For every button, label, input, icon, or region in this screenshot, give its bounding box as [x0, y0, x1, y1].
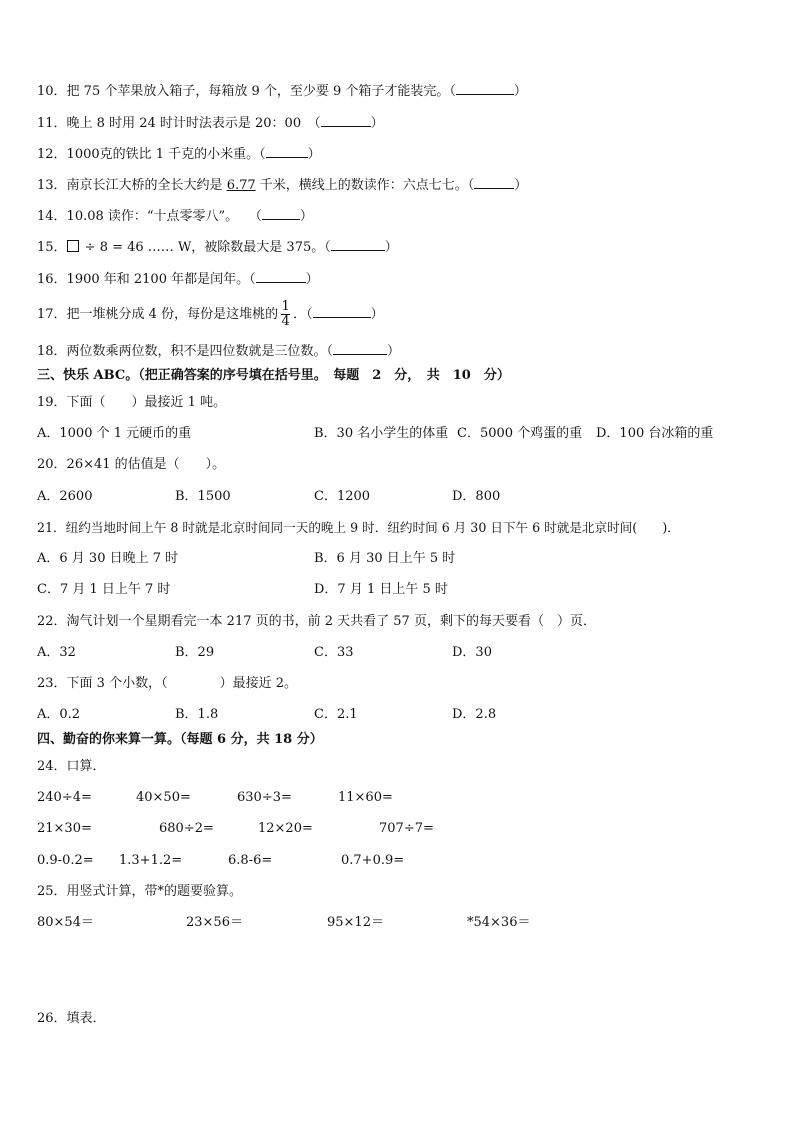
- question-13-text-tail: 千米，横线上的数读作：六点七七。（: [255, 178, 475, 193]
- answer-blank[interactable]: [313, 305, 371, 318]
- option-d[interactable]: D．2.8: [452, 707, 497, 722]
- question-11: [37, 114, 384, 133]
- question-12-text: 12．1000克的铁比 1 千克的小米重。（: [37, 147, 266, 162]
- option-d[interactable]: D．7 月 1 日上午 5 时: [314, 582, 448, 597]
- close-paren: ）: [514, 178, 528, 193]
- fraction-denominator: 4: [281, 314, 290, 329]
- option-d[interactable]: D．100 台冰箱的重: [596, 426, 714, 441]
- section-3-heading: 三、快乐 ABC。（把正确答案的序号填在括号里。 每题 2 分， 共 10 分）: [37, 368, 510, 383]
- answer-blank[interactable]: [262, 207, 300, 220]
- close-paren: ）: [370, 307, 384, 322]
- answer-blank[interactable]: [256, 270, 306, 283]
- underlined-number: 6.77: [226, 178, 256, 193]
- question-19-stem: 19．下面（ ）最接近 1 吨。: [37, 395, 227, 410]
- question-16-text: 16．1900 年和 2100 年都是闰年。（: [37, 272, 256, 287]
- close-paren: ）: [387, 344, 401, 359]
- calc-item: 0.9-0.2=: [37, 853, 94, 868]
- calc-item: 680÷2=: [159, 821, 214, 836]
- option-a[interactable]: A．0.2: [37, 707, 81, 722]
- question-14-text: 14．10.08 读作：“十点零零八”。 （: [37, 209, 262, 224]
- option-a[interactable]: A．6 月 30 日晚上 7 时: [37, 551, 179, 566]
- calc-item: 1.3+1.2=: [119, 853, 183, 868]
- calc-item: 11×60=: [338, 790, 393, 805]
- answer-blank[interactable]: [333, 342, 387, 355]
- calc-item: 12×20=: [258, 821, 313, 836]
- question-22-stem: 22．淘气计划一个星期看完一本 217 页的书，前 2 天共看了 57 页，剩下的每天要看（ ）页．: [37, 614, 596, 629]
- answer-blank[interactable]: [474, 176, 514, 189]
- square-box-icon: [67, 240, 79, 252]
- option-b[interactable]: B．6 月 30 日上午 5 时: [314, 551, 456, 566]
- question-12: [37, 145, 321, 164]
- question-11-text: 11．晚上 8 时用 24 时计时法表示是 20：00 （: [37, 116, 321, 131]
- section-4-heading: 四、勤奋的你来算一算。（每题 6 分，共 18 分）: [37, 732, 323, 747]
- option-a[interactable]: A．2600: [37, 489, 93, 504]
- vertical-calc-item: *54×36＝: [467, 915, 531, 930]
- question-13-text: 13．南京长江大桥的全长大约是: [37, 178, 227, 193]
- question-15: [37, 238, 398, 257]
- question-16: [37, 270, 319, 289]
- option-a[interactable]: A．32: [37, 645, 76, 660]
- close-paren: ）: [513, 84, 527, 99]
- option-c[interactable]: C．1200: [314, 489, 371, 504]
- option-d[interactable]: D．800: [452, 489, 501, 504]
- question-23-stem: 23．下面 3 个小数，（ ）最接近 2。: [37, 676, 297, 691]
- answer-blank[interactable]: [331, 238, 385, 251]
- calc-item: 707÷7=: [379, 821, 434, 836]
- option-c[interactable]: C．33: [314, 645, 354, 660]
- answer-blank[interactable]: [266, 145, 308, 158]
- vertical-calc-item: 80×54＝: [37, 915, 94, 930]
- question-14: [37, 207, 313, 226]
- calc-item: 6.8-6=: [228, 853, 273, 868]
- option-b[interactable]: B．1.8: [175, 707, 219, 722]
- question-20-stem: 20．26×41 的估值是（ ）。: [37, 457, 226, 472]
- question-10-text: 10．把 75 个苹果放入箱子，每箱放 9 个，至少要 9 个箱子才能装完。（: [37, 84, 456, 99]
- calc-item: 0.7+0.9=: [341, 853, 405, 868]
- question-10: [37, 82, 527, 101]
- close-paren: ）: [299, 209, 313, 224]
- fraction-one-quarter: [281, 300, 290, 329]
- close-paren: ）: [370, 116, 384, 131]
- question-15-text: ÷ 8 = 46 …… W，被除数最大是 375。（: [80, 240, 331, 255]
- question-17-text: 17．把一堆桃分成 4 份，每份是这堆桃的: [37, 307, 279, 322]
- question-17: [37, 300, 384, 330]
- question-25-stem: 25．用竖式计算，带*的题要验算。: [37, 884, 243, 899]
- calc-item: 40×50=: [136, 790, 191, 805]
- option-c[interactable]: C．7 月 1 日上午 7 时: [37, 582, 171, 597]
- vertical-calc-item: 23×56＝: [186, 915, 243, 930]
- calc-item: 21×30=: [37, 821, 92, 836]
- question-18: [37, 342, 400, 361]
- answer-blank[interactable]: [456, 82, 514, 95]
- calc-item: 240÷4=: [37, 790, 92, 805]
- option-c[interactable]: C．2.1: [314, 707, 358, 722]
- question-18-text: 18．两位数乘两位数，积不是四位数就是三位数。（: [37, 344, 334, 359]
- vertical-calc-item: 95×12＝: [327, 915, 384, 930]
- fraction-numerator: 1: [281, 299, 290, 314]
- answer-blank[interactable]: [321, 114, 371, 127]
- option-b[interactable]: B．29: [175, 645, 215, 660]
- calc-item: 630÷3=: [237, 790, 292, 805]
- option-c[interactable]: C．5000 个鸡蛋的重: [457, 426, 583, 441]
- option-d[interactable]: D．30: [452, 645, 492, 660]
- option-b[interactable]: B．1500: [175, 489, 231, 504]
- close-paren: ）: [305, 272, 319, 287]
- question-21-stem: 21．纽约当地时间上午 8 时就是北京时间同一天的晚上 9 时．纽约时间 6 月 30 日下午 6 时就是北京时间( )．: [37, 520, 680, 535]
- close-paren: ）: [307, 147, 321, 162]
- question-24-stem: 24．口算．: [37, 759, 106, 774]
- close-paren: ）: [384, 240, 398, 255]
- question-26-stem: 26．填表．: [37, 1011, 106, 1026]
- question-15-number: 15．: [37, 240, 67, 255]
- question-13: [37, 176, 527, 195]
- question-17-text-tail: ．（: [293, 307, 313, 322]
- option-a[interactable]: A．1000 个 1 元硬币的重: [37, 426, 192, 441]
- option-b[interactable]: B．30 名小学生的体重: [314, 426, 449, 441]
